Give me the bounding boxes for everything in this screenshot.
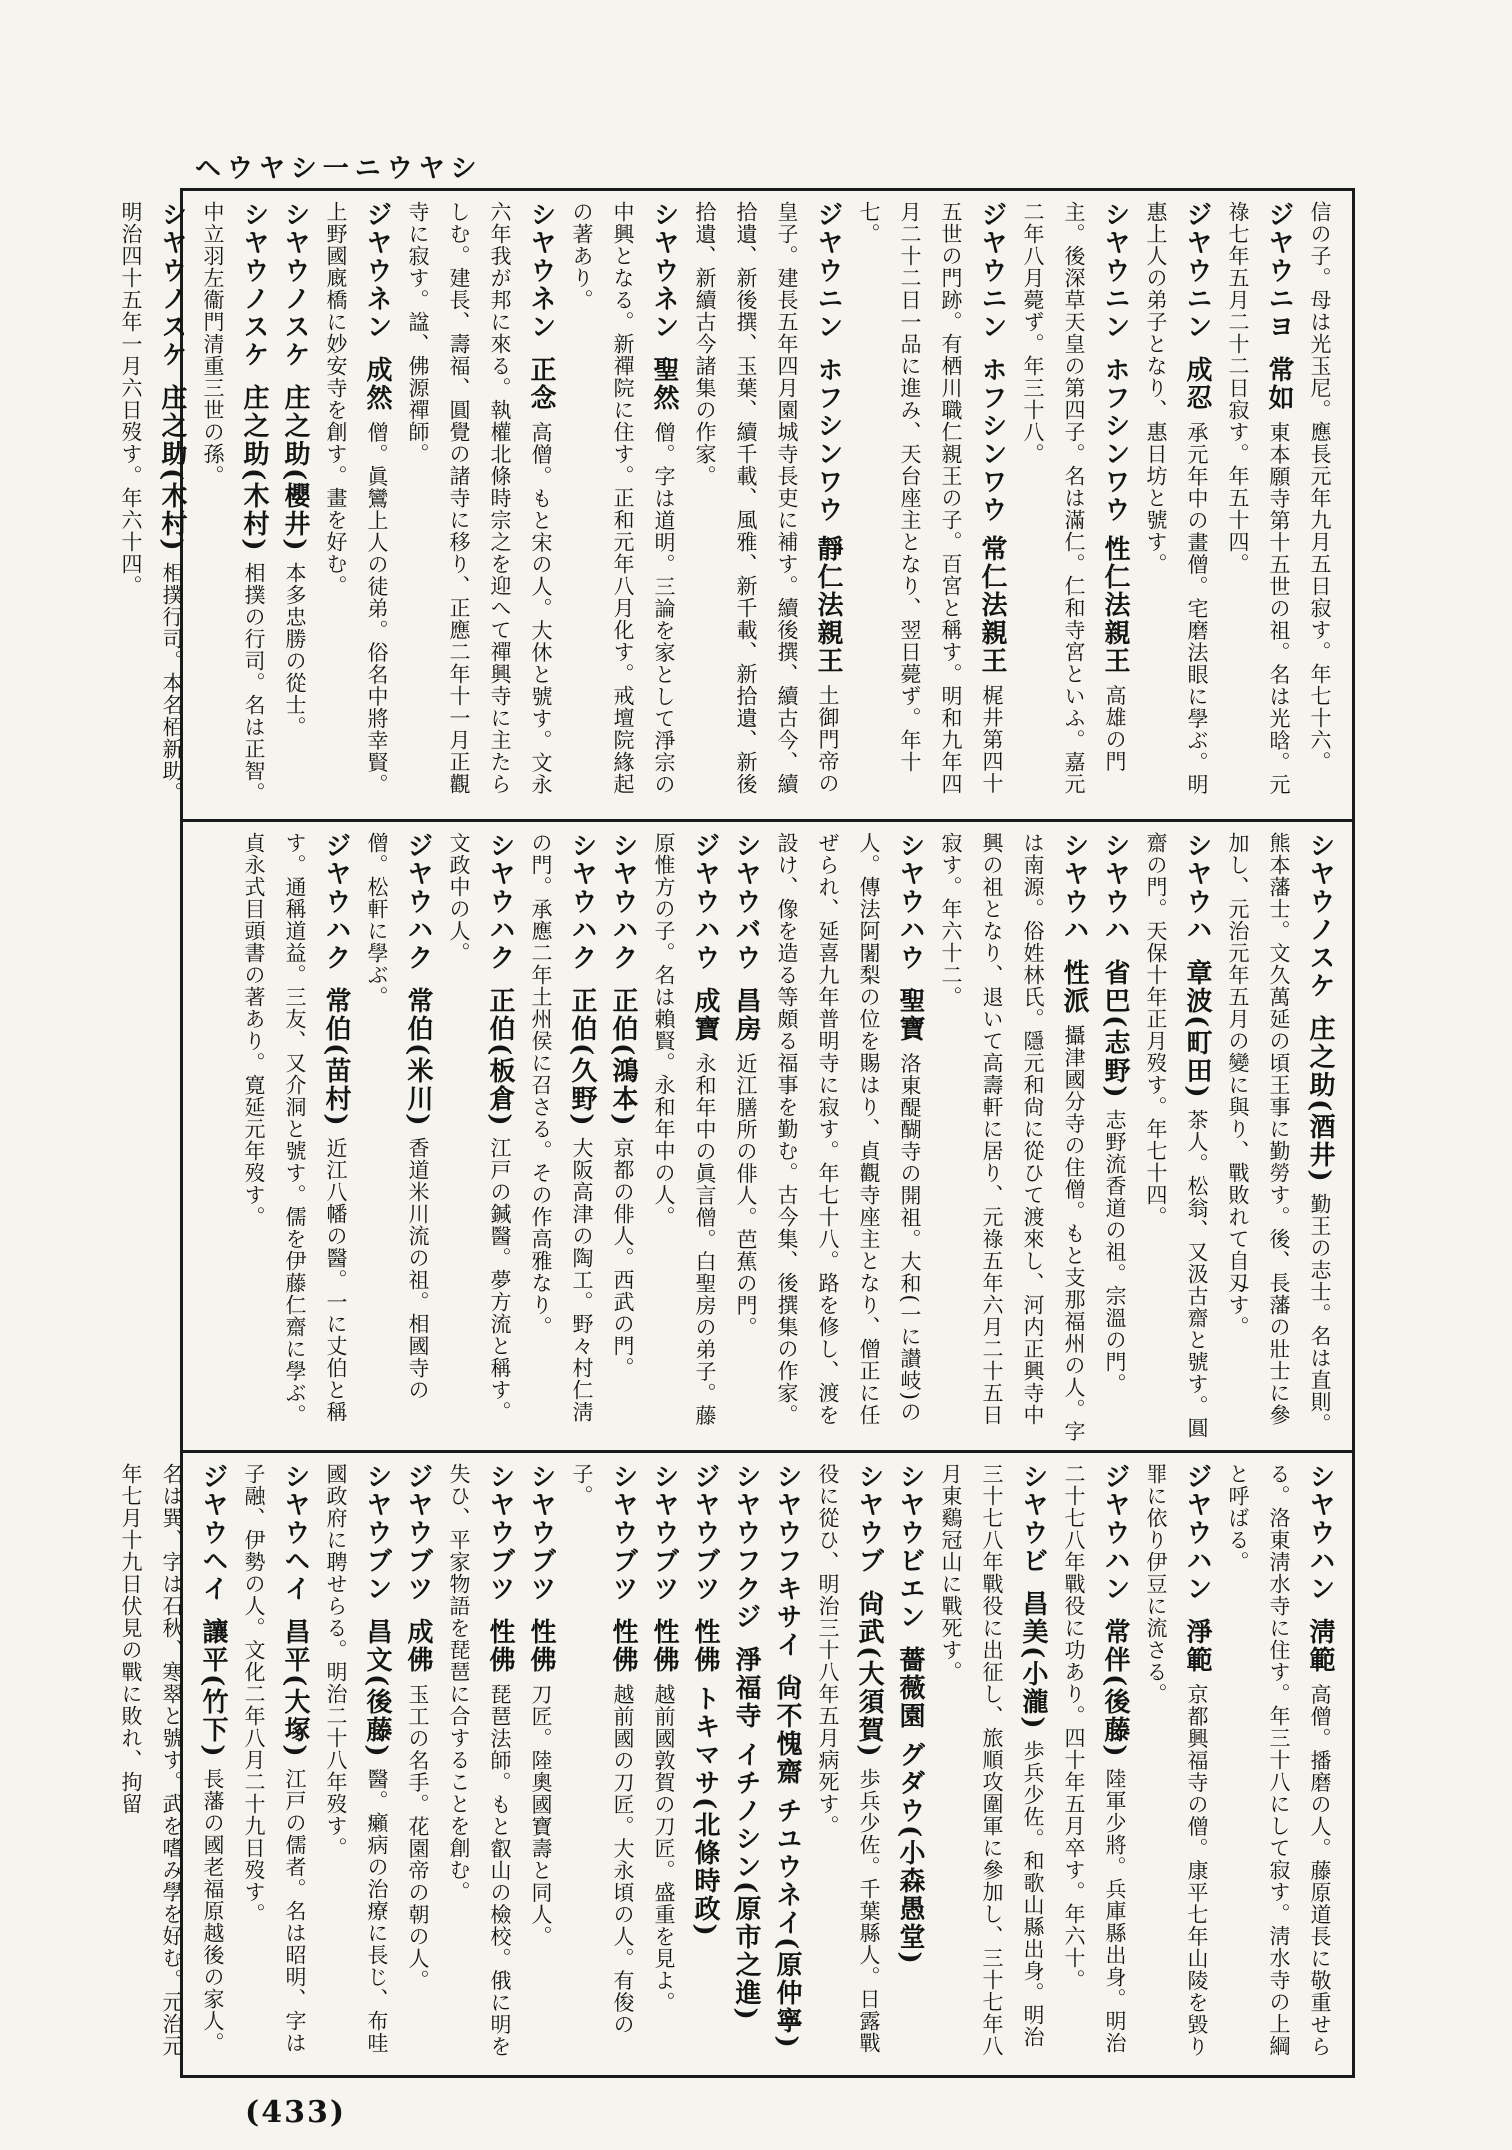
dictionary-entry <box>766 1463 807 2069</box>
entry-name: 昌文(後藤) <box>362 1618 392 1759</box>
dictionary-entry <box>561 201 684 813</box>
dictionary-entry <box>766 832 930 1444</box>
page-number: (433) <box>245 2095 347 2130</box>
dictionary-entry <box>1053 1463 1135 2069</box>
entry-description: 茶人。松翁、又汲古齋と號す。圓齋の門。天保十年正月歿す。年七十四。 <box>1144 832 1209 1440</box>
entry-name: 昌平(大塚) <box>280 1618 310 1759</box>
entry-description: 京都興福寺の僧。康平七年山陵を毀り罪に依り伊豆に流さる。 <box>1144 1463 1209 2058</box>
entry-description: 勤王の志士。名は直則。熊本藩士。文久萬延の頃王事に勤勞す。後、長藩の壯士に參加し、元治元年五月の變に與り、戰敗れて自刄す。 <box>1226 832 1332 1436</box>
dictionary-entry <box>643 1463 684 2069</box>
dictionary-entry <box>602 832 643 1444</box>
entry-description: 攝津國分寺の住僧。もと支那福州の人。字は南源。俗姓林氏。隱元和尙に從ひて渡來し、河内正興寺中興の祖となり、退いて高壽軒に居り、元祿五年六月二十五日寂す。年六十二。 <box>939 832 1086 1443</box>
entry-name: 昌房 <box>731 987 761 1044</box>
entry-name: 尙武(大須賀) <box>854 1590 884 1759</box>
entry-name: 常伯(米川) <box>403 987 433 1128</box>
entry-reading: シヤウビ <box>1018 1463 1048 1575</box>
entry-reading: シヤウブツ <box>608 1463 638 1603</box>
dictionary-entry <box>520 1463 561 2069</box>
entry-description: 大阪高津の陶工。野々村仁淸の門。承應二年土州侯に召さる。その作高雅なり。 <box>529 832 594 1424</box>
entry-reading: シヤウブツ <box>526 1463 556 1603</box>
dictionary-entry <box>1094 832 1135 1444</box>
entry-name: 正伯(久野) <box>567 987 597 1128</box>
entry-reading: ジヤウニン <box>977 201 1007 341</box>
entry-name: 成寶 <box>690 987 720 1044</box>
dictionary-entry <box>1217 201 1299 813</box>
entry-reading: シヤウヘイ <box>280 1463 310 1603</box>
entry-description: 永和年中の眞言僧。白聖房の弟子。藤原惟方の子。名は賴賢。永和年中の人。 <box>652 832 717 1427</box>
dictionary-entry <box>274 201 315 813</box>
entry-reading: シヤウハ <box>1059 832 1089 944</box>
entry-description: 長藩の國老福原越後の家人。名は巽、字は石秋、寒翠と號す。武を嗜み學を好む。元治元年七月十九日伏見の戰に敗れ、拘留 <box>119 1463 225 2057</box>
entry-description: 陸軍少將。兵庫縣出身。明治二十七八年戰役に功あり。四十年五月卒す。年六十。 <box>1062 1463 1127 2055</box>
entry-reading: シヤウハク <box>485 832 515 972</box>
entry-name: 庄之助(木村) <box>239 384 269 553</box>
entry-reading: シヤウネン <box>649 201 679 341</box>
entry-description: 刀匠。陸奧國寶壽と同人。 <box>529 1683 553 1948</box>
entry-description: 歩兵少佐。千葉縣人。日露戰役に從ひ、明治三十八年五月病死す。 <box>816 1463 881 2055</box>
dictionary-entry <box>110 1463 233 2069</box>
dictionary-entry <box>397 201 561 813</box>
entry-description: 越前國の刀匠。大永頃の人。有俊の子。 <box>570 1463 635 2036</box>
entry-reading: シヤウハ <box>1100 832 1130 944</box>
entry-name: 尙不愧齋 チユウネイ(原仲寧) <box>772 1674 802 2050</box>
entry-reading: シヤウブン <box>362 1463 392 1603</box>
dictionary-entry <box>1135 201 1217 813</box>
entry-reading: ジヤウハン <box>1182 1463 1212 1603</box>
entry-reading: ジヤウハウ <box>690 832 720 972</box>
entry-name: 正念 <box>526 356 556 413</box>
entry-name: ホフシンワウ 常仁法親王 <box>977 356 1007 676</box>
entry-description: 近江膳所の俳人。芭蕉の門。 <box>734 1052 758 1339</box>
entry-reading: シヤウブツ <box>485 1463 515 1603</box>
dictionary-entry <box>438 1463 520 2069</box>
entry-description: 相撲行司。本名栢新助。明治四十五年一月六日歿す。年六十四。 <box>119 201 184 805</box>
entry-description: 高雄の門主。後深草天皇の第四子。名は滿仁。仁和寺宮といふ。嘉元二年八月薨ず。年三十八。 <box>1021 201 1127 795</box>
entry-reading: ジヤウハン <box>1100 1463 1130 1603</box>
entry-reading: シヤウフキサイ <box>772 1463 802 1659</box>
entry-reading: シヤウバウ <box>731 832 761 972</box>
entry-description: 東本願寺第十五世の祖。名は光晗。元祿七年五月二十二日寂す。年五十四。 <box>1226 201 1291 796</box>
entry-reading: シヤウハク <box>567 832 597 972</box>
dictionary-entry <box>1135 832 1217 1444</box>
entry-description: 江戸の鍼醫。夢方流と稱す。文政中の人。 <box>447 832 512 1424</box>
entry-description: 玉工の名手。花園帝の朝の人。 <box>406 1683 430 1992</box>
entry-name: 庄之助(酒井) <box>1305 1015 1335 1184</box>
dictionary-entry <box>1217 832 1340 1444</box>
entry-reading: ジヤウニン <box>1182 201 1212 341</box>
entry-name: 成然 <box>362 356 392 413</box>
dictionary-entry <box>725 1463 766 2069</box>
dictionary-entry <box>725 832 766 1444</box>
entry-name: 淨範 <box>1182 1618 1212 1675</box>
entry-description: 高僧。播磨の人。藤原道長に敬重せらる。洛東淸水寺に住す。年三十八にして寂す。淸水寺の上綱と呼ばる。 <box>1226 1463 1332 2058</box>
dictionary-entry <box>1217 1463 1340 2069</box>
entry-description: 相撲の行司。名は正智。中立羽左衞門清重三世の孫。 <box>201 201 266 805</box>
entry-reading: シヤウノスケ <box>157 201 187 369</box>
entry-name: 常伯(苗村) <box>321 987 351 1128</box>
entry-name: 性佛 <box>526 1618 556 1675</box>
entry-name: 章波(町田) <box>1182 959 1212 1100</box>
entry-reading: シヤウビエン <box>895 1463 925 1631</box>
entry-name: 庄之助(櫻井) <box>280 384 310 553</box>
entry-name: 薔薇園 グダウ(小森愚堂) <box>895 1646 925 1966</box>
dictionary-entry <box>315 1463 397 2069</box>
dictionary-entry <box>1135 1463 1217 2069</box>
entry-description: 梶井第四十五世の門跡。有栖川職仁親王の子。百宮と稱す。明和九年四月二十二日一品に進み、天台座主となり、翌日薨ず。年十七。 <box>857 201 1004 795</box>
entry-name: 成忍 <box>1182 356 1212 413</box>
entry-name: 性佛 <box>608 1618 638 1675</box>
entry-description: 越前國敦賀の刀匠。盛重を見よ。 <box>652 1683 676 2014</box>
entry-description: 承元年中の畫僧。宅磨法眼に學ぶ。明惠上人の弟子となり、惠日坊と號す。 <box>1144 201 1209 796</box>
entry-description: 志野流香道の祖。宗溫の門。 <box>1103 1109 1127 1396</box>
page-header: ヘウヤシ一ニウヤシ <box>195 154 483 184</box>
entry-name: 常伴(後藤) <box>1100 1618 1130 1759</box>
entry-reading: シヤウハク <box>608 832 638 972</box>
entry-name: 成佛 <box>403 1618 433 1675</box>
dictionary-entry <box>233 832 356 1444</box>
entry-name: ホフシンワウ 性仁法親王 <box>1100 356 1130 676</box>
dictionary-entry <box>643 832 725 1444</box>
dictionary-entry <box>561 1463 643 2069</box>
entry-description: 土御門帝の皇子。建長五年四月園城寺長吏に補す。續後撰、續古今、續拾遺、新後撰、玉葉、續千載、風雅、新千載、新拾遺、新後拾遺、新續古今諸集の作家。 <box>693 201 840 795</box>
entry-description: 京都の俳人。西武の門。 <box>611 1137 635 1380</box>
entry-name: 淨福寺 イチノシン(原市之進) <box>731 1646 761 2022</box>
middle-block <box>183 822 1352 1450</box>
bottom-block <box>119 1453 1352 2075</box>
entry-reading: シヤウブ <box>854 1463 884 1575</box>
dictionary-entry <box>315 201 397 813</box>
entry-description: 僧。眞鸞上人の徒弟。俗名中將幸賢。上野國廐橋に妙安寺を創す。畫を好む。 <box>324 201 389 796</box>
dictionary-entry <box>930 1463 1053 2069</box>
dictionary-entry <box>110 201 192 813</box>
entry-name: ホフシンワウ 靜仁法親王 <box>813 356 843 676</box>
entry-reading: ジヤウブツ <box>403 1463 433 1603</box>
dictionary-entry <box>807 1463 889 2069</box>
entry-description: 僧。字は道明。三論を家として淨宗の中興となる。新禪院に住す。正和元年八月化す。戒壇院緣起の著あり。 <box>570 201 676 796</box>
entry-name: 正伯(鴻本) <box>608 987 638 1128</box>
dictionary-frame <box>119 188 1355 2078</box>
entry-name: 性佛 トキマサ(北條時政) <box>690 1618 720 1938</box>
entry-reading: シヤウニン <box>1100 201 1130 341</box>
entry-description: 近江八幡の醫。一に丈伯と稱す。通稱道益。三友、又介洞と號す。儒を伊藤仁齋に學ぶ。貞永式目頭書の著あり。寛延元年歿す。 <box>242 832 348 1426</box>
dictionary-entry <box>233 1463 315 2069</box>
entry-reading: シヤウブツ <box>649 1463 679 1603</box>
entry-name: 省巴(志野) <box>1100 959 1130 1100</box>
entry-name: 常如 <box>1264 356 1294 413</box>
entry-reading: ジヤウニン <box>813 201 843 341</box>
entry-description: 歩兵少佐。和歌山縣出身。明治三十七八年戰役に出征し、旅順攻圍軍に參加し、三十七年八月東鷄冠山に戰死す。 <box>939 1463 1045 2057</box>
entry-reading: シヤウノスケ <box>280 201 310 369</box>
entry-reading: ジヤウネン <box>362 201 392 341</box>
dictionary-entry <box>848 201 1012 813</box>
dictionary-entry <box>520 832 602 1444</box>
entry-name: 聖然 <box>649 356 679 413</box>
entry-description: 琵琶法師。もと叡山の檢校。俄に明を失ひ、平家物語を琵琶に合することを創む。 <box>447 1463 512 2058</box>
entry-description: 醫。癩病の治療に長じ、布哇國政府に聘せらる。明治二十八年歿す。 <box>324 1463 389 2055</box>
dictionary-entry <box>438 832 520 1444</box>
entry-description: 江戸の儒者。名は昭明、字は子融、伊勢の人。文化二年八月二十九日歿す。 <box>242 1463 307 2055</box>
entry-name: 正伯(板倉) <box>485 987 515 1128</box>
entry-name: 性派 <box>1059 959 1089 1016</box>
entry-reading: シヤウネン <box>526 201 556 341</box>
entry-reading: ジヤウニヨ <box>1264 201 1294 341</box>
top-block <box>119 191 1352 819</box>
entry-description: 本多忠勝の從士。 <box>283 562 307 739</box>
dictionary-entry <box>889 1463 930 2069</box>
entry-name: 昌美(小瀧) <box>1018 1590 1048 1731</box>
entry-description: 洛東醍醐寺の開祖。大和(一に讃岐)の人。傳法阿闍梨の位を賜はり、貞觀寺座主となり、僧正に任ぜられ、延喜九年普明寺に寂す。年七十八。路を修し、渡を設け、像を造る等頗る福事を勤む。古今集、後撰集の作家。 <box>775 832 922 1426</box>
entry-reading: ジヤウハク <box>321 832 351 972</box>
entry-reading: シヤウハウ <box>895 832 925 972</box>
entry-description: 高僧。もと宋の人。大休と號す。文永六年我が邦に來る。執權北條時宗之を迎へて禪興寺に主たらしむ。建長、壽福、圓覺の諸寺に移り、正應二年十一月正觀寺に寂す。諡、佛源禪師。 <box>406 201 553 796</box>
dictionary-entry <box>1012 201 1135 813</box>
entry-reading: ジヤウブツ <box>690 1463 720 1603</box>
entry-reading: シヤウノスケ <box>1305 832 1335 1000</box>
entry-reading: シヤウハン <box>1305 1463 1335 1603</box>
dictionary-entry <box>192 201 274 813</box>
dictionary-entry <box>356 832 438 1444</box>
entry-name: 性佛 <box>649 1618 679 1675</box>
entry-reading: シヤウノスケ <box>239 201 269 369</box>
dictionary-entry <box>684 1463 725 2069</box>
entry-name: 庄之助(木村) <box>157 384 187 553</box>
dictionary-entry <box>397 1463 438 2069</box>
entry-name: 性佛 <box>485 1618 515 1675</box>
entry-reading: シヤウフクジ <box>731 1463 761 1631</box>
entry-name: 聖寶 <box>895 987 925 1044</box>
entry-name: 淸範 <box>1305 1618 1335 1675</box>
entry-reading: ジヤウハク <box>403 832 433 972</box>
entry-reading: ジヤウヘイ <box>198 1463 228 1603</box>
entry-reading: シヤウハ <box>1182 832 1212 944</box>
dictionary-entry <box>684 201 848 813</box>
dictionary-entry <box>930 832 1094 1444</box>
continuation-text: 信の子。母は光玉尼。應長元年九月五日寂す。年七十六。 <box>1308 201 1332 773</box>
entry-description: 香道米川流の祖。相國寺の僧。松軒に學ぶ。 <box>365 832 430 1402</box>
entry-name: 讓平(竹下) <box>198 1618 228 1759</box>
